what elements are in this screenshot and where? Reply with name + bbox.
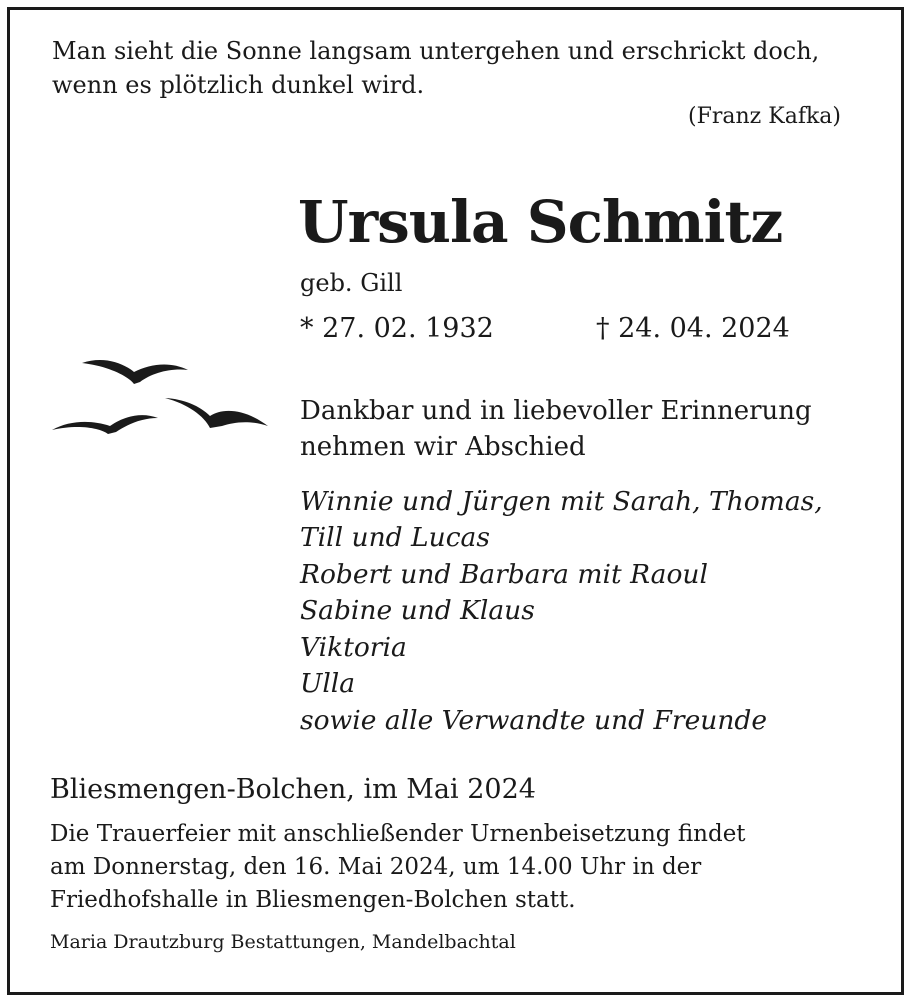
bird-icon <box>165 398 268 428</box>
place-and-date: Bliesmengen-Bolchen, im Mai 2024 <box>50 774 536 805</box>
bird-icon <box>82 360 188 384</box>
quote-line-1: Man sieht die Sonne langsam untergehen und erschrickt doch, <box>52 37 820 65</box>
family-line: Ulla <box>300 668 356 699</box>
death-date: † 24. 04. 2024 <box>596 313 790 344</box>
family-line: Robert und Barbara mit Raoul <box>300 559 708 590</box>
undertaker: Maria Drautzburg Bestattungen, Mandelbachtal <box>50 931 516 953</box>
family-line: sowie alle Verwandte und Freunde <box>300 705 768 736</box>
deceased-name: Ursula Schmitz <box>298 188 783 256</box>
maiden-name: geb. Gill <box>300 269 403 297</box>
service-info-line-2: am Donnerstag, den 16. Mai 2024, um 14.00 Uhr in der <box>50 854 702 880</box>
birth-date: * 27. 02. 1932 <box>300 313 494 344</box>
quote-line-2: wenn es plötzlich dunkel wird. <box>52 71 425 99</box>
flying-birds-icon <box>50 352 272 442</box>
quote-attribution: (Franz Kafka) <box>688 104 841 129</box>
farewell-line-1: Dankbar und in liebevoller Erinnerung <box>300 396 812 426</box>
bird-icon <box>52 415 158 434</box>
family-line: Till und Lucas <box>300 522 490 553</box>
family-line: Winnie und Jürgen mit Sarah, Thomas, <box>300 486 823 517</box>
service-info-line-3: Friedhofshalle in Bliesmengen-Bolchen statt. <box>50 887 576 913</box>
farewell-line-2: nehmen wir Abschied <box>300 432 586 462</box>
family-line: Viktoria <box>300 632 407 663</box>
family-line: Sabine und Klaus <box>300 595 535 626</box>
service-info-line-1: Die Trauerfeier mit anschließender Urnenbeisetzung findet <box>50 821 746 847</box>
